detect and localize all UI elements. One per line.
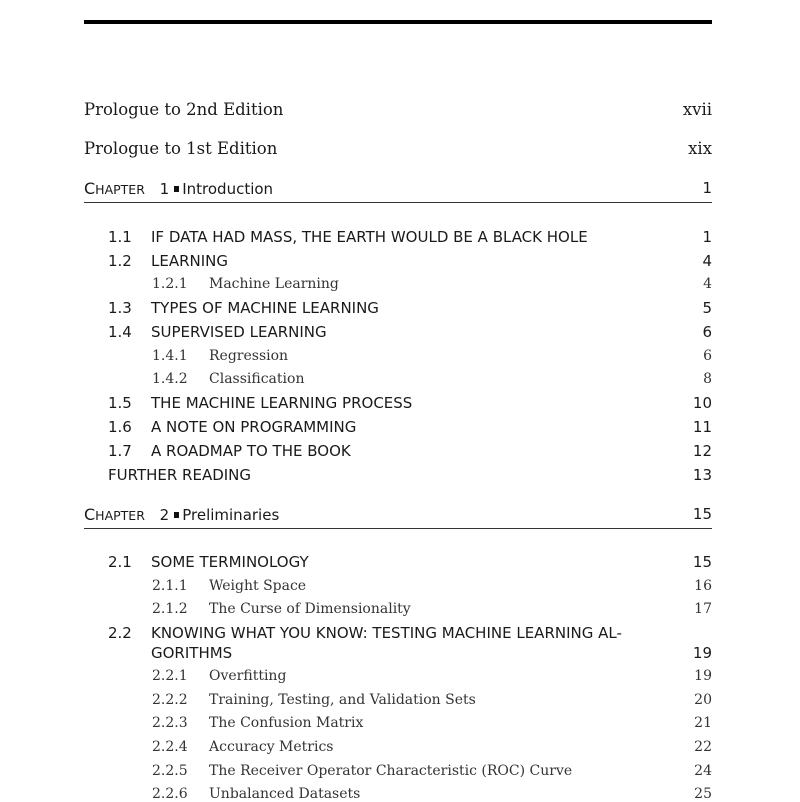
subsection-title: Overfitting [209,668,287,684]
toc-title: Prologue to 1st Edition [84,139,278,158]
chapter-number: 2 [159,506,170,524]
subsection-title: Unbalanced Datasets [209,786,361,802]
toc-page-number: 6 [703,348,712,364]
toc-page-number: 19 [692,644,712,662]
section-number: 1.3 [108,299,132,317]
subsection-number: 2.1.1 [152,578,188,594]
subsection-number: 2.2.1 [152,668,188,684]
chapter-title: Preliminaries [182,506,280,524]
section-number: 2.2 [108,624,132,642]
toc-page-number: 11 [692,418,712,436]
toc-title: Prologue to 2nd Edition [84,100,284,119]
section-number: 1.4 [108,323,132,341]
bullet-icon [174,512,179,518]
section-title: LEARNING [151,252,229,270]
subsection-title: Weight Space [209,578,307,594]
top-rule [84,20,712,24]
chapter-heading [84,179,273,198]
section-number: 1.7 [108,442,132,460]
chapter-label-initial: C [84,505,96,524]
subsection-number: 2.2.3 [152,715,188,731]
toc-page-number: 5 [702,299,712,317]
toc-page-number: 19 [694,668,712,684]
chapter-heading [84,505,279,524]
toc-page-number: 10 [692,394,712,412]
section-title: TYPES OF MACHINE LEARNING [151,299,379,317]
subsection-title: Classification [209,371,305,387]
toc-page-number: 17 [694,601,712,617]
section-title: FURTHER READING [108,466,252,484]
section-title: GORITHMS [151,644,233,662]
chapter-title: Introduction [182,180,274,198]
section-number: 1.6 [108,418,132,436]
chapter-label-rest: HAPTER [95,182,145,197]
subsection-number: 1.4.2 [152,371,188,387]
chapter-label-initial: C [84,179,96,198]
toc-page-number: 15 [692,553,712,571]
toc-page-number: 20 [694,692,712,708]
section-title: A NOTE ON PROGRAMMING [151,418,357,436]
section-number: 1.2 [108,252,132,270]
section-number: 1.1 [108,228,132,246]
toc-page-number: 12 [692,442,712,460]
subsection-title: Accuracy Metrics [209,739,334,755]
subsection-title: The Receiver Operator Characteristic (ROC) Curve [209,763,573,779]
section-number: 1.5 [108,394,132,412]
toc-page-number: 24 [694,763,712,779]
toc-page-number: 4 [702,252,712,270]
toc-page-number: 1 [702,228,712,246]
section-title: KNOWING WHAT YOU KNOW: TESTING MACHINE LEARNING AL- [151,624,622,642]
subsection-number: 2.2.4 [152,739,188,755]
subsection-number: 2.2.6 [152,786,188,802]
subsection-title: The Curse of Dimensionality [209,601,411,617]
chapter-label-rest: HAPTER [95,508,145,523]
toc-page-number: xix [688,139,712,158]
toc-page-number: 6 [702,323,712,341]
section-title: SUPERVISED LEARNING [151,323,327,341]
section-title: A ROADMAP TO THE BOOK [151,442,351,460]
chapter-underline [84,202,712,203]
subsection-number: 2.1.2 [152,601,188,617]
chapter-number: 1 [159,180,170,198]
toc-page-number: 22 [694,739,712,755]
section-title: SOME TERMINOLOGY [151,553,309,571]
chapter-underline [84,528,712,529]
toc-page-number: 1 [702,179,712,197]
subsection-title: Training, Testing, and Validation Sets [209,692,476,708]
section-title: THE MACHINE LEARNING PROCESS [151,394,413,412]
section-title: IF DATA HAD MASS, THE EARTH WOULD BE A BLACK HOLE [151,228,588,246]
toc-page-number: xvii [682,100,712,119]
subsection-title: The Confusion Matrix [209,715,364,731]
toc-page-number: 13 [692,466,712,484]
subsection-number: 1.4.1 [152,348,188,364]
toc-page-number: 16 [694,578,712,594]
toc-page-number: 25 [694,786,712,802]
subsection-number: 2.2.2 [152,692,188,708]
subsection-title: Regression [209,348,289,364]
toc-page-number: 8 [703,371,712,387]
subsection-number: 1.2.1 [152,276,188,292]
bullet-icon [174,186,179,192]
section-number: 2.1 [108,553,132,571]
subsection-title: Machine Learning [209,276,339,292]
subsection-number: 2.2.5 [152,763,188,779]
toc-page-number: 15 [692,505,712,523]
toc-page-number: 4 [703,276,712,292]
toc-page-number: 21 [694,715,712,731]
